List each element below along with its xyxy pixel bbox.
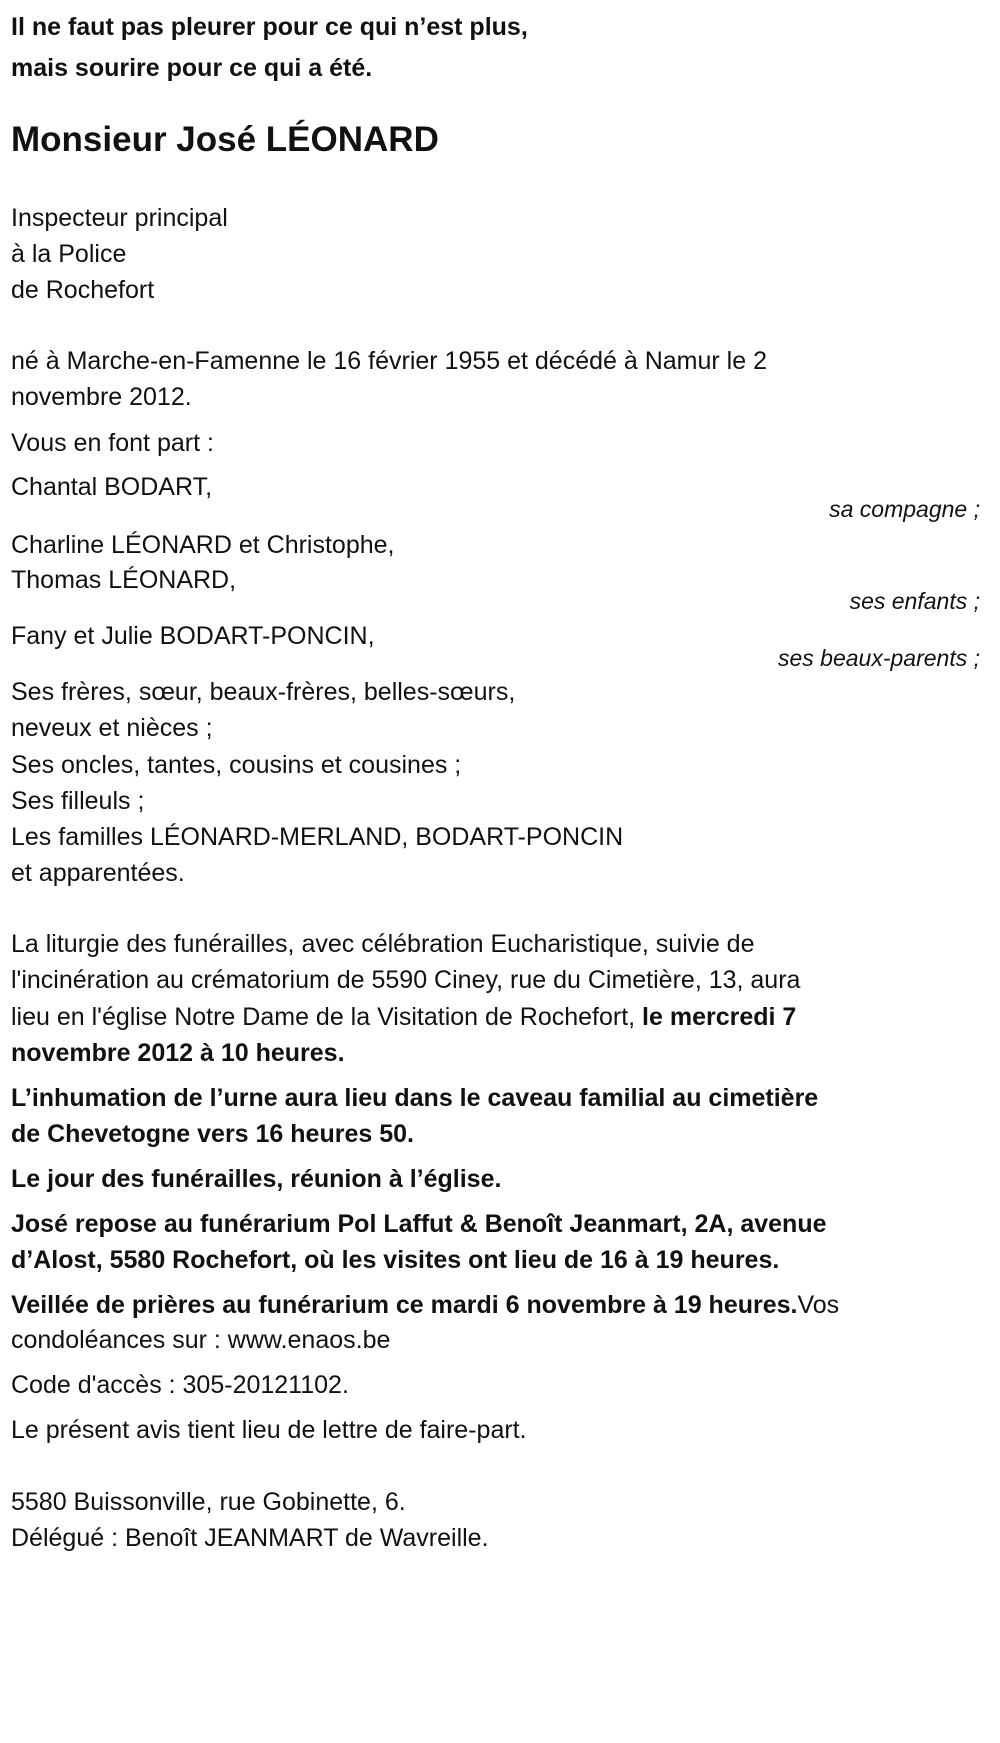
vigil-line: [11, 1290, 839, 1320]
family-line: neveux et nièces ;: [11, 714, 213, 742]
child: Charline LÉONARD et Christophe,: [11, 531, 395, 559]
partner: Chantal BODART,: [11, 473, 213, 501]
intro: Vous en font part :: [11, 429, 214, 457]
access-code: Code d'accès : 305-20121102.: [11, 1371, 349, 1399]
children-role: ses enfants ;: [849, 588, 980, 614]
deceased-name: Monsieur José LÉONARD: [11, 120, 439, 159]
funerarium-line: d’Alost, 5580 Rochefort, où les visites ont lieu de 16 à 19 heures.: [11, 1246, 780, 1274]
function-line: Inspecteur principal: [11, 204, 228, 232]
inhumation-line: L’inhumation de l’urne aura lieu dans le caveau familial au cimetière: [11, 1084, 819, 1112]
function-line: à la Police: [11, 240, 127, 268]
inhumation-line: de Chevetogne vers 16 heures 50.: [11, 1120, 414, 1148]
family-line: Les familles LÉONARD-MERLAND, BODART-PONCIN: [11, 823, 624, 851]
parents-in-law-role: ses beaux-parents ;: [777, 645, 980, 671]
liturgy-date: novembre 2012 à 10 heures.: [11, 1039, 345, 1067]
funerarium-line: José repose au funérarium Pol Laffut & Benoît Jeanmart, 2A, avenue: [11, 1210, 827, 1238]
meeting: Le jour des funérailles, réunion à l’église.: [11, 1165, 502, 1193]
parents-in-law: Fany et Julie BODART-PONCIN,: [11, 622, 375, 650]
liturgy-text: lieu en l'église Notre Dame de la Visitation de Rochefort,: [11, 1003, 643, 1031]
function-line: de Rochefort: [11, 276, 155, 304]
birth-death-line: né à Marche-en-Famenne le 16 février 1955 et décédé à Namur le 2: [11, 347, 767, 375]
notice: Le présent avis tient lieu de lettre de faire-part.: [11, 1416, 527, 1444]
address: 5580 Buissonville, rue Gobinette, 6.: [11, 1488, 406, 1516]
family-line: Ses filleuls ;: [11, 787, 145, 815]
condolences-start: Vos: [797, 1291, 840, 1319]
condolences: condoléances sur : www.enaos.be: [11, 1326, 391, 1354]
delegate: Délégué : Benoît JEANMART de Wavreille.: [11, 1524, 489, 1552]
liturgy-line: La liturgie des funérailles, avec célébration Eucharistique, suivie de: [11, 930, 755, 958]
epigraph-line: mais sourire pour ce qui a été.: [11, 54, 373, 82]
family-line: Ses oncles, tantes, cousins et cousines ;: [11, 751, 462, 779]
liturgy-date: le mercredi 7: [642, 1003, 797, 1031]
vigil: Veillée de prières au funérarium ce mardi 6 novembre à 19 heures.: [11, 1291, 798, 1319]
epigraph-line: Il ne faut pas pleurer pour ce qui n’est plus,: [11, 13, 528, 41]
family-line: et apparentées.: [11, 859, 185, 887]
family-line: Ses frères, sœur, beaux-frères, belles-sœurs,: [11, 678, 516, 706]
partner-role: sa compagne ;: [829, 496, 980, 522]
liturgy-line: l'incinération au crématorium de 5590 Ciney, rue du Cimetière, 13, aura: [11, 966, 801, 994]
birth-death-line: novembre 2012.: [11, 383, 192, 411]
liturgy-line: [11, 1002, 796, 1032]
child: Thomas LÉONARD,: [11, 566, 237, 594]
